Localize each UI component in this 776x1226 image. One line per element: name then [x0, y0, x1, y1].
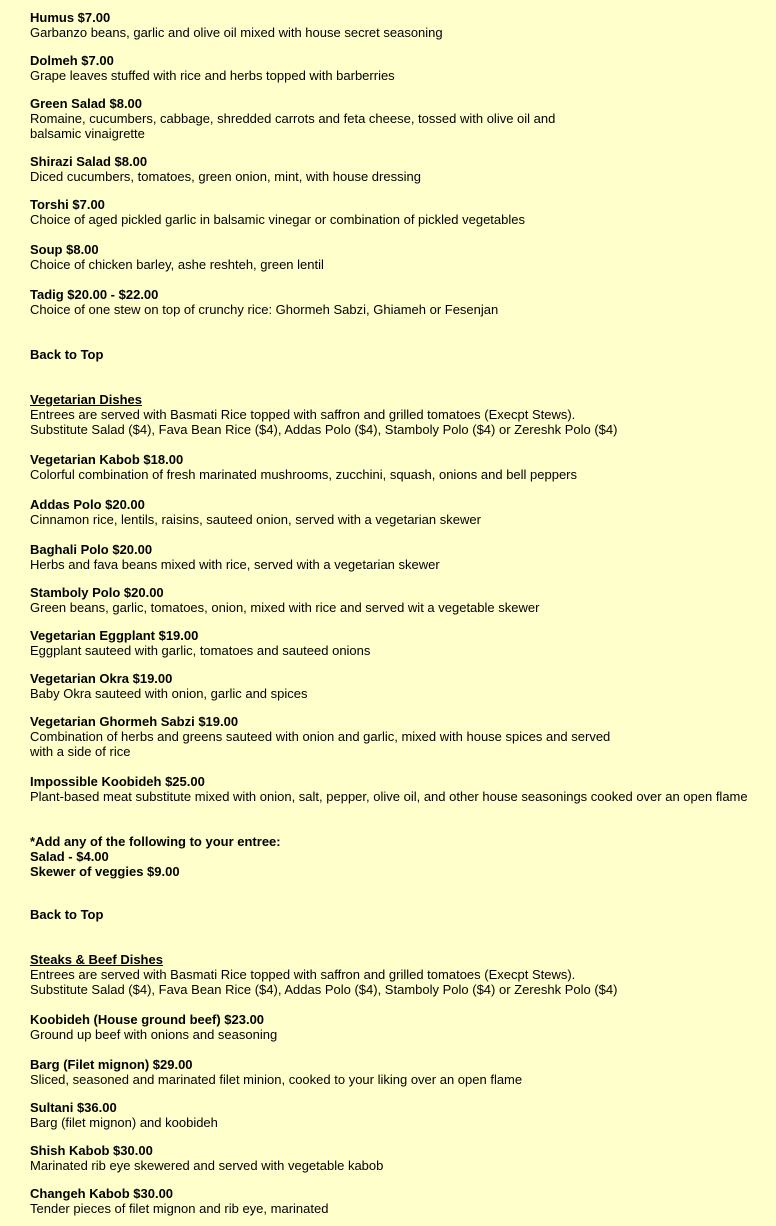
menu-item-tadig [30, 287, 498, 317]
menu-item-barg [30, 1057, 522, 1087]
section-title[interactable]: Vegetarian Dishes [30, 392, 142, 407]
menu-item-vegetarian-eggplant [30, 628, 370, 658]
item-description: Tender pieces of filet mignon and rib eye, marinated [30, 1201, 329, 1216]
menu-item-changeh-kabob [30, 1186, 328, 1216]
section-title[interactable]: Steaks & Beef Dishes [30, 952, 163, 967]
item-description: Sliced, seasoned and marinated filet minion, cooked to your liking over an open flame [30, 1072, 523, 1087]
item-description: Choice of chicken barley, ashe reshteh, green lentil [30, 257, 324, 272]
item-description: Ground up beef with onions and seasoning [30, 1027, 278, 1042]
section-note: Substitute Salad ($4), Fava Bean Rice ($4), Addas Polo ($4), Stamboly Polo ($4) or Zereshk Polo ($4) [30, 422, 618, 437]
item-title: Vegetarian Eggplant $19.00 [30, 628, 199, 643]
item-title: Addas Polo $20.00 [30, 497, 145, 512]
menu-item-shish-kabob [30, 1143, 383, 1173]
item-title: Soup $8.00 [30, 242, 99, 257]
menu-item-humus [30, 10, 443, 40]
item-description: Plant-based meat substitute mixed with onion, salt, pepper, olive oil, and other house seasonings cooked over an open flame [30, 789, 748, 804]
item-title: Tadig $20.00 - $22.00 [30, 287, 159, 302]
menu-item-torshi [30, 197, 525, 227]
item-description: Cinnamon rice, lentils, raisins, sauteed onion, served with a vegetarian skewer [30, 512, 481, 527]
item-title: Barg (Filet mignon) $29.00 [30, 1057, 193, 1072]
item-description: Eggplant sauteed with garlic, tomatoes and sauteed onions [30, 643, 371, 658]
item-description: Diced cucumbers, tomatoes, green onion, mint, with house dressing [30, 169, 421, 184]
section-note: Substitute Salad ($4), Fava Bean Rice ($4), Addas Polo ($4), Stamboly Polo ($4) or Zereshk Polo ($4) [30, 982, 618, 997]
item-title: Stamboly Polo $20.00 [30, 585, 164, 600]
item-title: Dolmeh $7.00 [30, 53, 114, 68]
item-title: Vegetarian Okra $19.00 [30, 671, 173, 686]
item-description: Marinated rib eye skewered and served with vegetable kabob [30, 1158, 384, 1173]
menu-item-vegetarian-ghormeh-sabzi [30, 714, 610, 759]
addons-intro: *Add any of the following to your entree: [30, 834, 281, 849]
entree-addons [30, 834, 281, 879]
item-description: Grape leaves stuffed with rice and herbs topped with barberries [30, 68, 395, 83]
menu-item-shirazi-salad [30, 154, 421, 184]
item-title: Shirazi Salad $8.00 [30, 154, 148, 169]
menu-item-addas-polo [30, 497, 481, 527]
back-to-top-link[interactable]: Back to Top [30, 347, 104, 362]
item-description: Garbanzo beans, garlic and olive oil mixed with house secret seasoning [30, 25, 443, 40]
item-description: Herbs and fava beans mixed with rice, served with a vegetarian skewer [30, 557, 440, 572]
menu-item-impossible-koobideh [30, 774, 748, 804]
menu-item-stamboly-polo [30, 585, 539, 615]
item-description: Green beans, garlic, tomatoes, onion, mixed with rice and served wit a vegetable skewer [30, 600, 540, 615]
item-description: Combination of herbs and greens sauteed with onion and garlic, mixed with house spices and served with a side of rice [30, 729, 611, 759]
item-description: Choice of aged pickled garlic in balsamic vinegar or combination of pickled vegetables [30, 212, 525, 227]
menu-item-sultani [30, 1100, 218, 1130]
item-title: Humus $7.00 [30, 10, 111, 25]
menu-item-vegetarian-kabob [30, 452, 577, 482]
item-title: Koobideh (House ground beef) $23.00 [30, 1012, 265, 1027]
back-to-top-link[interactable]: Back to Top [30, 907, 104, 922]
item-title: Sultani $36.00 [30, 1100, 117, 1115]
menu-item-vegetarian-okra [30, 671, 308, 701]
menu-item-green-salad [30, 96, 620, 141]
menu-item-soup [30, 242, 324, 272]
item-title: Vegetarian Ghormeh Sabzi $19.00 [30, 714, 239, 729]
section-note: Entrees are served with Basmati Rice topped with saffron and grilled tomatoes (Execpt Stews). [30, 407, 576, 422]
item-title: Impossible Koobideh $25.00 [30, 774, 205, 789]
item-title: Vegetarian Kabob $18.00 [30, 452, 184, 467]
item-title: Green Salad $8.00 [30, 96, 143, 111]
vegetarian-section-header [30, 392, 617, 437]
item-description: Baby Okra sauteed with onion, garlic and spices [30, 686, 308, 701]
item-description: Romaine, cucumbers, cabbage, shredded carrots and feta cheese, tossed with olive oil and balsamic vinaigrette [30, 111, 556, 141]
section-note: Entrees are served with Basmati Rice topped with saffron and grilled tomatoes (Execpt Stews). [30, 967, 576, 982]
menu-item-baghali-polo [30, 542, 440, 572]
steaks-section-header [30, 952, 617, 997]
item-description: Choice of one stew on top of crunchy rice: Ghormeh Sabzi, Ghiameh or Fesenjan [30, 302, 499, 317]
item-description: Barg (filet mignon) and koobideh [30, 1115, 218, 1130]
addon-salad: Salad - $4.00 [30, 849, 109, 864]
item-title: Torshi $7.00 [30, 197, 105, 212]
item-title: Shish Kabob $30.00 [30, 1143, 153, 1158]
menu-item-dolmeh [30, 53, 395, 83]
addon-skewer: Skewer of veggies $9.00 [30, 864, 180, 879]
item-title: Baghali Polo $20.00 [30, 542, 153, 557]
item-title: Changeh Kabob $30.00 [30, 1186, 174, 1201]
item-description: Colorful combination of fresh marinated mushrooms, zucchini, squash, onions and bell peppers [30, 467, 578, 482]
menu-item-koobideh [30, 1012, 277, 1042]
